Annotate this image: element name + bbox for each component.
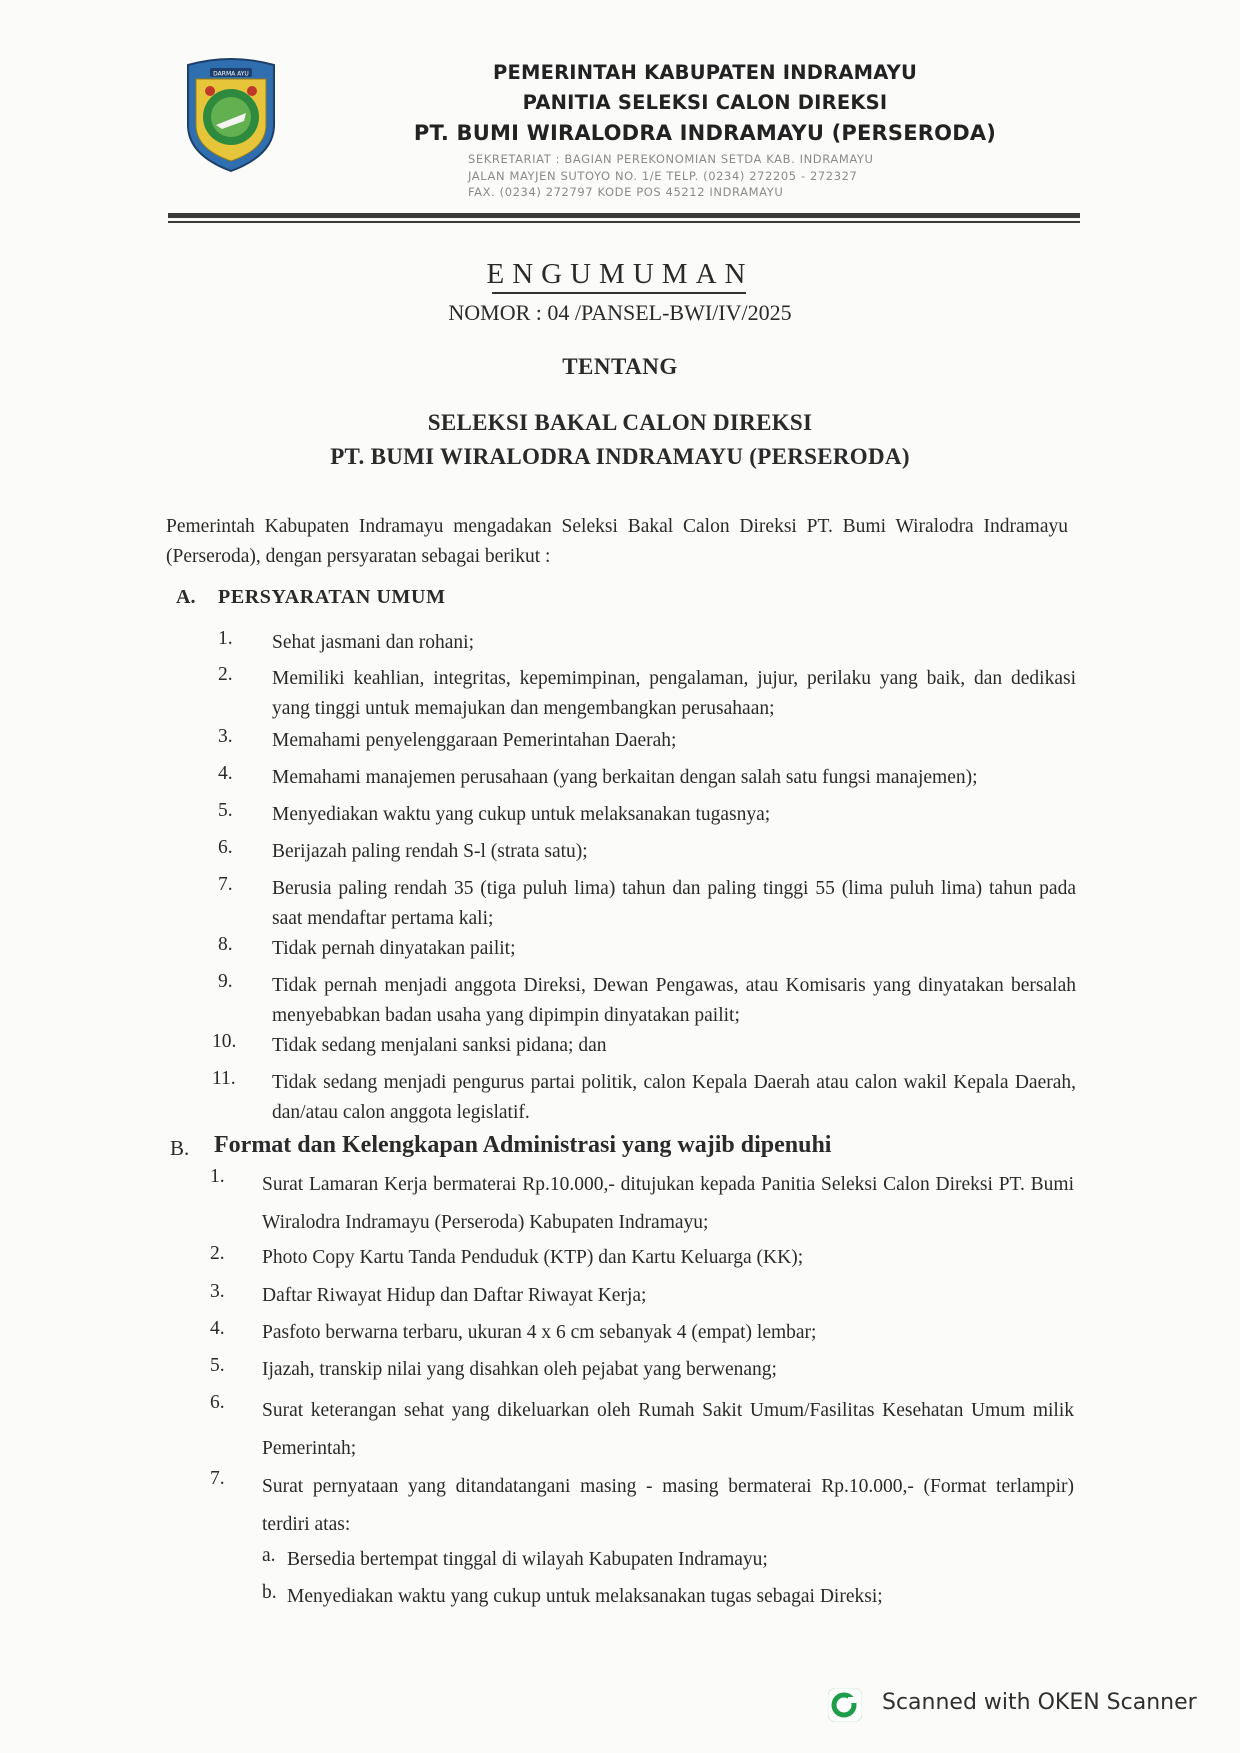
item-number: 4. (210, 1318, 225, 1339)
scanner-app-icon (828, 1688, 862, 1722)
item-text: Berusia paling rendah 35 (tiga puluh lima) tahun dan paling tinggi 55 (lima puluh lima) tahun pada saat mendaftar pertama kali; (272, 878, 1076, 929)
announcement-number: NOMOR : 04 /PANSEL-BWI/IV/2025 (448, 300, 792, 325)
address-fax: FAX. (0234) 272797 KODE POS 45212 INDRAMAYU (468, 185, 784, 199)
item-number: 1. (218, 628, 233, 649)
section-a-letter: A. (176, 586, 196, 608)
section-b-letter: B. (170, 1136, 190, 1160)
item-number: 5. (210, 1355, 225, 1376)
item-number: 4. (218, 763, 233, 784)
item-text: Memahami penyelenggaraan Pemerintahan Daerah; (272, 730, 677, 751)
subitem-letter: b. (262, 1582, 277, 1603)
subitem-text: Bersedia bertempat tinggal di wilayah Kabupaten Indramayu; (287, 1549, 768, 1570)
letterhead-committee: PANITIA SELEKSI CALON DIREKSI (522, 91, 888, 114)
letterhead-divider-thin (168, 221, 1080, 223)
item-number: 3. (218, 726, 233, 747)
about-label: TENTANG (562, 354, 678, 379)
item-number: 11. (212, 1068, 236, 1089)
letterhead-government: PEMERINTAH KABUPATEN INDRAMAYU (492, 61, 918, 84)
subitem-text: Menyediakan waktu yang cukup untuk melaksanakan tugas sebagai Direksi; (287, 1586, 883, 1607)
item-number: 7. (210, 1468, 225, 1489)
letterhead-address (468, 151, 928, 201)
item-number: 5. (218, 800, 233, 821)
item-text: Tidak sedang menjadi pengurus partai politik, calon Kepala Daerah atau calon wakil Kepala Daerah, dan/atau calon anggota legislatif. (272, 1072, 1076, 1123)
logo-banner-text: DARMA AYU (213, 70, 249, 78)
item-number: 2. (218, 664, 233, 685)
item-number: 10. (212, 1031, 237, 1052)
item-text: Berijazah paling rendah S-l (strata satu); (272, 841, 588, 862)
intro-paragraph: Pemerintah Kabupaten Indramayu mengadakan Seleksi Bakal Calon Direksi PT. Bumi Wiralodra Indramayu (Perseroda), dengan persyaratan sebagai berikut : (166, 516, 1068, 567)
subject-line-1: SELEKSI BAKAL CALON DIREKSI (427, 410, 813, 435)
item-text: Ijazah, transkip nilai yang disahkan oleh pejabat yang berwenang; (262, 1359, 777, 1380)
letterhead-divider-thick (168, 213, 1080, 218)
subitem-letter: a. (262, 1545, 276, 1566)
item-text: Tidak sedang menjalani sanksi pidana; dan (272, 1035, 607, 1056)
item-text: Sehat jasmani dan rohani; (272, 632, 474, 653)
item-number: 6. (210, 1392, 225, 1413)
item-number: 9. (218, 971, 233, 992)
section-a-title: PERSYARATAN UMUM (218, 586, 446, 608)
item-text: Surat keterangan sehat yang dikeluarkan oleh Rumah Sakit Umum/Fasilitas Kesehatan Umum milik Pemerintah; (262, 1400, 1074, 1459)
item-text: Surat pernyataan yang ditandatangani masing - masing bermaterai Rp.10.000,- (Format terlampir) terdiri atas: (262, 1476, 1074, 1535)
item-text: Surat Lamaran Kerja bermaterai Rp.10.000,- ditujukan kepada Panitia Seleksi Calon Direksi PT. Bumi Wiralodra Indramayu (Perseroda) Kabupaten Indramayu; (262, 1174, 1074, 1233)
item-text: Tidak pernah menjadi anggota Direksi, Dewan Pengawas, atau Komisaris yang dinyatakan bersalah menyebabkan badan usaha yang dipimpin dinyatakan pailit; (272, 975, 1076, 1026)
subject-line-2: PT. BUMI WIRALODRA INDRAMAYU (PERSERODA) (330, 444, 910, 469)
item-number: 7. (218, 874, 233, 895)
regency-emblem-logo (182, 55, 280, 173)
item-text: Pasfoto berwarna terbaru, ukuran 4 x 6 cm sebanyak 4 (empat) lembar; (262, 1322, 817, 1343)
scanner-label: Scanned with OKEN Scanner (882, 1690, 1197, 1715)
letterhead-company: PT. BUMI WIRALODRA INDRAMAYU (PERSERODA) (413, 121, 997, 145)
address-secretariat: SEKRETARIAT : BAGIAN PEREKONOMIAN SETDA KAB. INDRAMAYU (468, 152, 874, 166)
item-number: 8. (218, 934, 233, 955)
item-text: Tidak pernah dinyatakan pailit; (272, 938, 516, 959)
item-number: 2. (210, 1243, 225, 1264)
item-text: Menyediakan waktu yang cukup untuk melaksanakan tugasnya; (272, 804, 771, 825)
section-b-title: Format dan Kelengkapan Administrasi yang wajib dipenuhi (214, 1132, 832, 1158)
item-text: Memahami manajemen perusahaan (yang berkaitan dengan salah satu fungsi manajemen); (272, 767, 978, 788)
item-number: 1. (210, 1166, 225, 1187)
letterhead (395, 58, 1015, 148)
item-text: Photo Copy Kartu Tanda Penduduk (KTP) dan Kartu Keluarga (KK); (262, 1247, 804, 1268)
heading-underline (492, 292, 746, 294)
item-text: Daftar Riwayat Hidup dan Daftar Riwayat Kerja; (262, 1285, 647, 1306)
announcement-heading: ENGUMUMAN (486, 258, 754, 290)
address-street: JALAN MAYJEN SUTOYO NO. 1/E TELP. (0234) 272205 - 272327 (468, 168, 858, 183)
item-text: Memiliki keahlian, integritas, kepemimpinan, pengalaman, jujur, perilaku yang baik, dan dedikasi yang tinggi untuk memajukan dan mengembangkan perusahaan; (272, 668, 1076, 719)
item-number: 3. (210, 1281, 225, 1302)
item-number: 6. (218, 837, 233, 858)
